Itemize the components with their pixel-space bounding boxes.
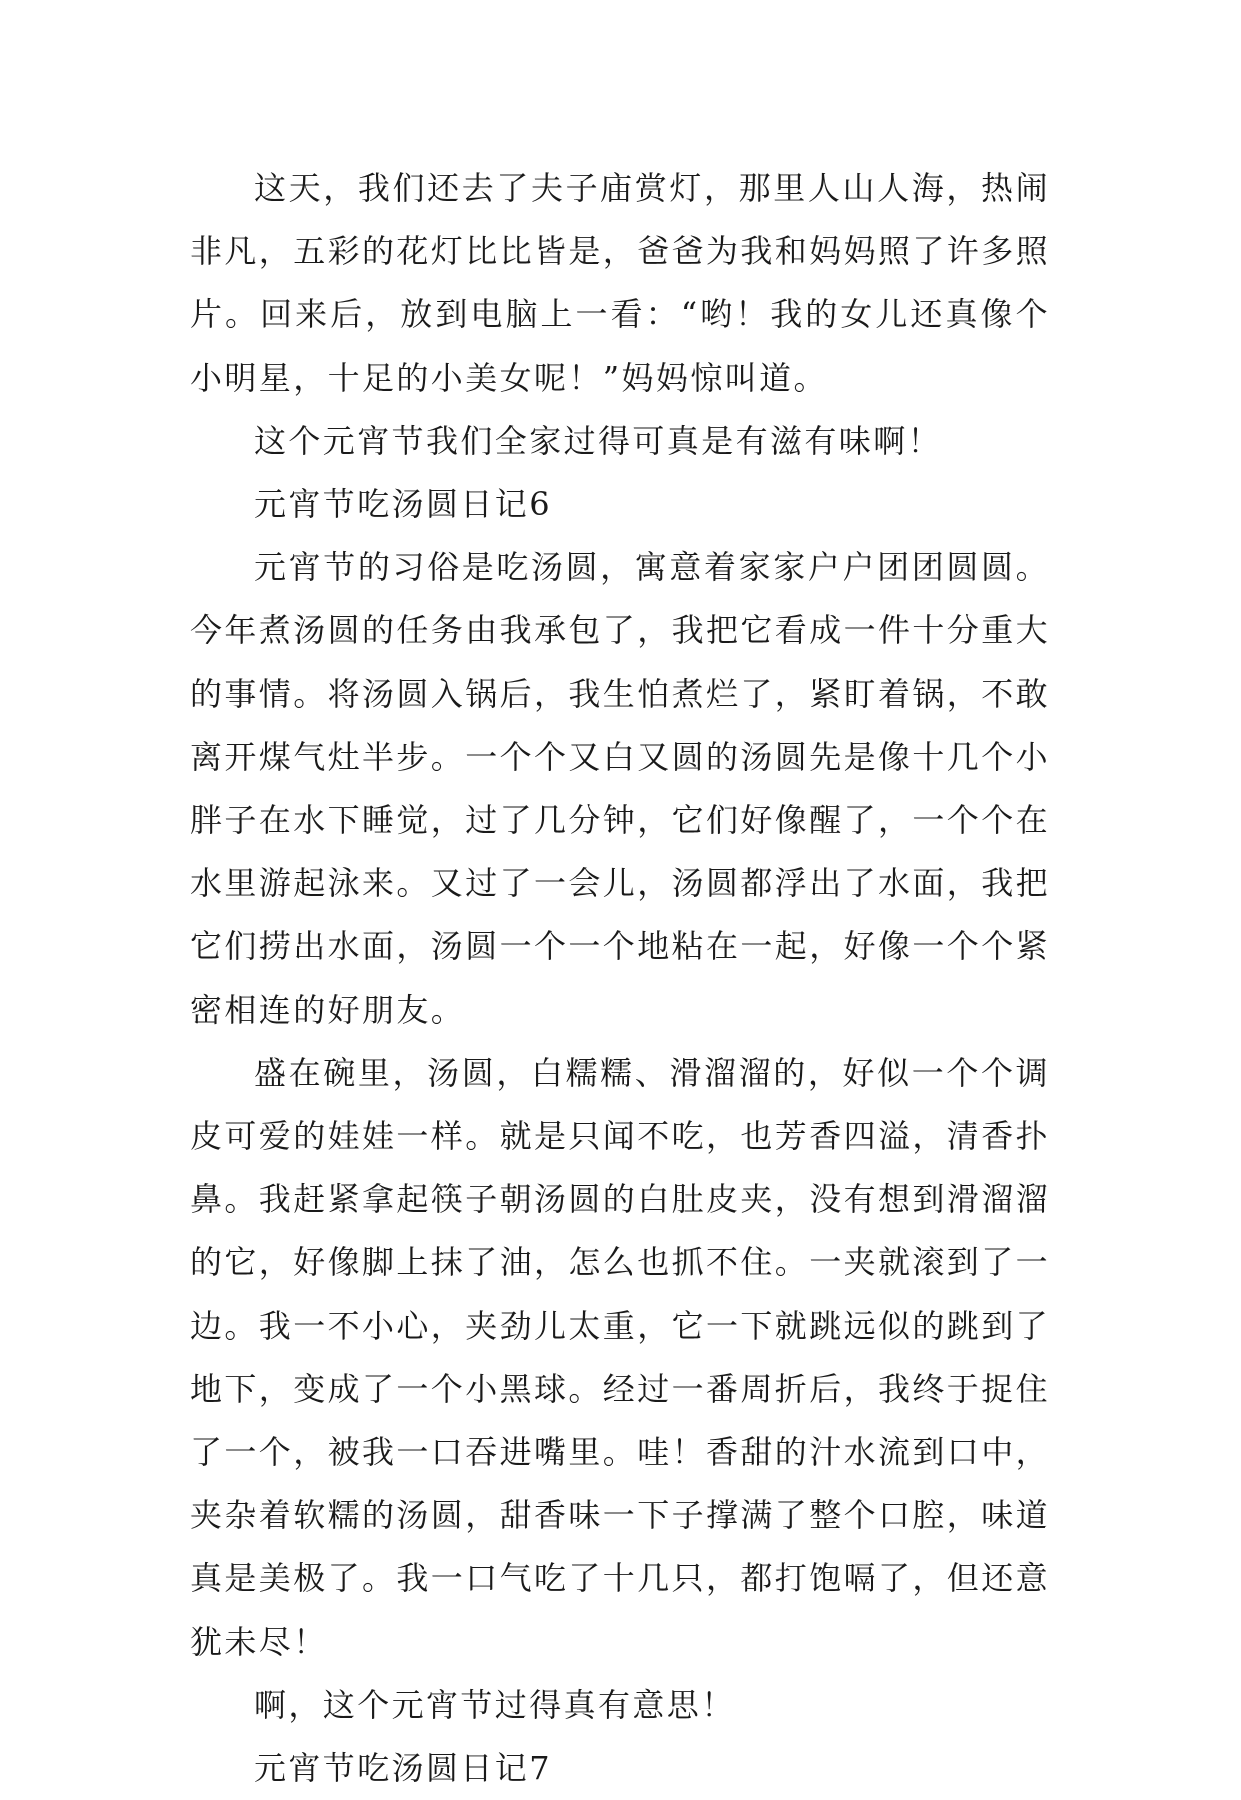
paragraph-family-summary: 这个元宵节我们全家过得可真是有滋有味啊！ <box>254 421 943 460</box>
section-heading-diary-6: 元宵节吃汤圆日记6 <box>254 485 552 524</box>
paragraph-cooking-tangyuan: 元宵节的习俗是吃汤圆，寓意着家家户户团团圆圆。今年煮汤圆的任务由我承包了，我把它看成一件十分重大的事情。将汤圆入锅后，我生怕煮烂了，紧盯着锅，不敢离开煤气灶半步。一个个又白又圆的汤圆先是像十几个小胖子在水下睡觉，过了几分钟，它们好像醒了，一个个在水里游起泳来。又过了一会儿，汤圆都浮出了水面，我把它们捞出水面，汤圆一个一个地粘在一起，好像一个个紧密相连的好朋友。 <box>190 548 1051 1029</box>
document-body <box>190 157 1050 1800</box>
paragraph-eating-tangyuan: 盛在碗里，汤圆，白糯糯、滑溜溜的，好似一个个调皮可爱的娃娃一样。就是只闻不吃，也芳香四溢，清香扑鼻。我赶紧拿起筷子朝汤圆的白肚皮夹，没有想到滑溜溜的它，好像脚上抹了油，怎么也抓不住。一夹就滚到了一边。我一不小心，夹劲儿太重，它一下就跳远似的跳到了地下，变成了一个小黑球。经过一番周折后，我终于捉住了一个，被我一口吞进嘴里。哇！香甜的汁水流到口中，夹杂着软糯的汤圆，甜香味一下子撑满了整个口腔，味道真是美极了。我一口气吃了十几只，都打饱嗝了，但还意犹未尽！ <box>190 1053 1051 1661</box>
paragraph-lantern-viewing: 这天，我们还去了夫子庙赏灯，那里人山人海，热闹非凡，五彩的花灯比比皆是，爸爸为我和妈妈照了许多照片。回来后，放到电脑上一看：“哟！我的女儿还真像个小明星，十足的小美女呢！”妈妈惊叫道。 <box>190 169 1051 397</box>
paragraph-closing-remark: 啊，这个元宵节过得真有意思！ <box>254 1685 736 1724</box>
section-heading-diary-7: 元宵节吃汤圆日记7 <box>254 1749 552 1788</box>
